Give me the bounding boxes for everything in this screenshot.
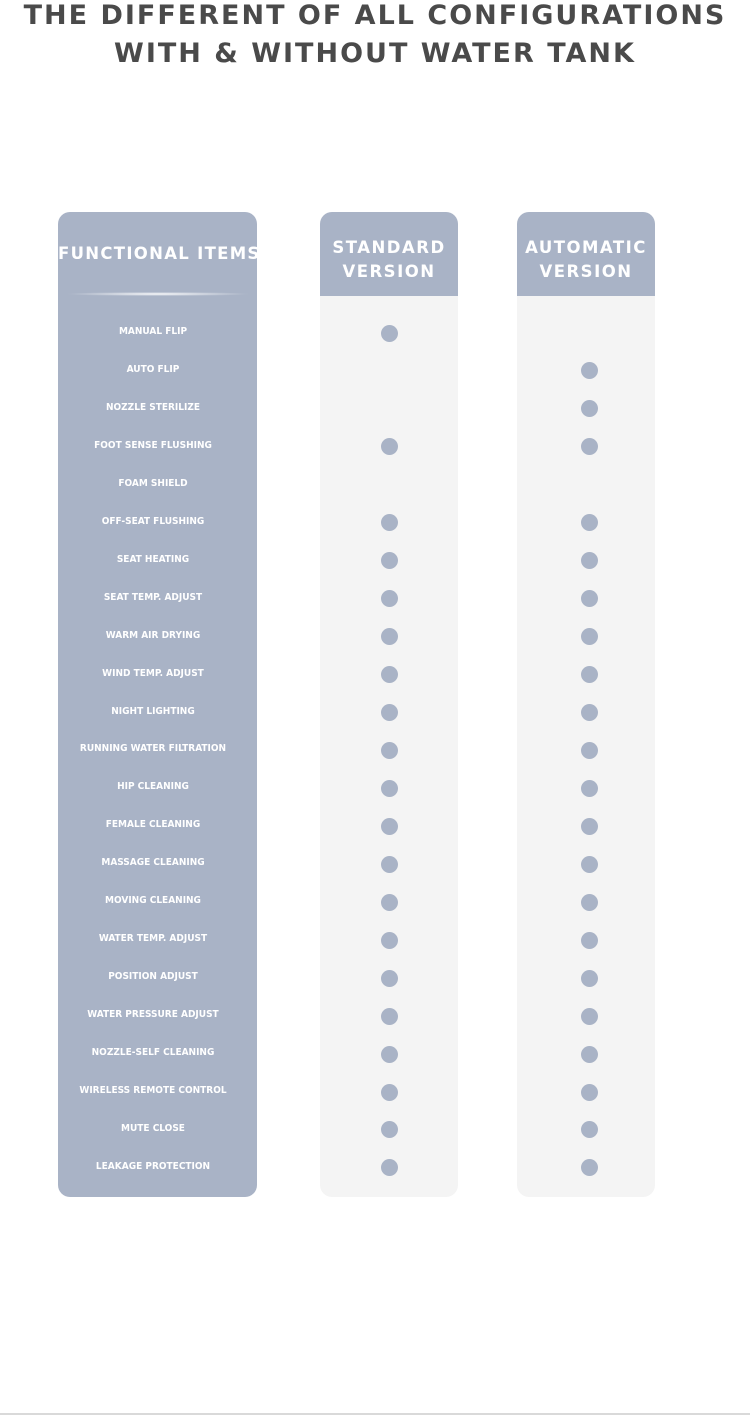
automatic-feature-dot <box>581 1046 598 1063</box>
automatic-version-header <box>517 212 655 296</box>
standard-feature-dot <box>381 704 398 721</box>
automatic-version-title-line-2: VERSION <box>539 262 633 281</box>
automatic-version-column <box>517 212 655 1197</box>
standard-feature-dot <box>381 894 398 911</box>
standard-version-title-line-1: STANDARD <box>332 238 446 257</box>
standard-feature-dot <box>381 970 398 987</box>
feature-label: MANUAL FLIP <box>118 326 188 337</box>
feature-label: AUTO FLIP <box>126 363 180 375</box>
automatic-feature-dot <box>581 666 598 683</box>
feature-label: WIND TEMP. ADJUST <box>102 667 204 679</box>
automatic-feature-dot <box>581 400 598 417</box>
standard-version-column <box>320 212 458 1197</box>
feature-label: SEAT TEMP. ADJUST <box>103 591 203 603</box>
standard-feature-dot <box>381 856 398 873</box>
standard-feature-dot <box>381 438 398 455</box>
standard-feature-dot <box>381 1046 398 1063</box>
standard-feature-dot <box>381 590 398 607</box>
feature-label: MOVING CLEANING <box>105 895 201 907</box>
feature-label: HIP CLEANING <box>117 781 189 793</box>
automatic-feature-dot <box>581 1121 598 1138</box>
standard-feature-dot <box>381 780 398 797</box>
feature-label: OFF-SEAT FLUSHING <box>101 515 205 527</box>
automatic-feature-dot <box>581 362 598 379</box>
automatic-feature-dot <box>581 438 598 455</box>
standard-feature-dot <box>381 818 398 835</box>
header-glow-divider <box>68 292 248 296</box>
feature-label: NOZZLE-SELF CLEANING <box>91 1047 215 1059</box>
feature-label: FOOT SENSE FLUSHING <box>94 439 212 451</box>
automatic-feature-dot <box>581 552 598 569</box>
standard-version-title-line-2: VERSION <box>342 262 436 281</box>
standard-feature-dot <box>381 1121 398 1138</box>
standard-version-title <box>320 236 458 284</box>
feature-label: POSITION ADJUST <box>108 971 198 983</box>
automatic-feature-dot <box>581 970 598 987</box>
automatic-feature-dot <box>581 628 598 645</box>
automatic-feature-dot <box>581 742 598 759</box>
feature-label: MUTE CLOSE <box>121 1122 185 1134</box>
standard-feature-dot <box>381 1084 398 1101</box>
feature-label: WATER PRESSURE ADJUST <box>87 1009 219 1021</box>
standard-feature-dot <box>381 514 398 531</box>
feature-label: WARM AIR DRYING <box>105 629 201 641</box>
feature-label: FOAM SHIELD <box>118 477 188 489</box>
page-title-line-2: WITH & WITHOUT WATER TANK <box>114 38 636 69</box>
automatic-feature-dot <box>581 894 598 911</box>
standard-feature-dot <box>381 325 398 342</box>
feature-label: FEMALE CLEANING <box>105 819 201 831</box>
automatic-feature-dot <box>581 780 598 797</box>
page-title <box>0 0 750 73</box>
feature-label: WIRELESS REMOTE CONTROL <box>79 1085 227 1096</box>
feature-label: SEAT HEATING <box>116 553 190 565</box>
standard-version-header <box>320 212 458 296</box>
feature-label: RUNNING WATER FILTRATION <box>79 743 227 755</box>
automatic-version-title <box>517 236 655 284</box>
feature-label: NOZZLE STERILIZE <box>105 401 201 413</box>
feature-label: WATER TEMP. ADJUST <box>98 933 208 945</box>
automatic-feature-dot <box>581 932 598 949</box>
functional-items-column <box>58 212 261 1197</box>
automatic-feature-dot <box>581 856 598 873</box>
automatic-feature-dot <box>581 1084 598 1101</box>
standard-feature-dot <box>381 628 398 645</box>
feature-label: NIGHT LIGHTING <box>111 705 195 717</box>
page-title-line-1: THE DIFFERENT OF ALL CONFIGURATIONS <box>23 0 727 31</box>
automatic-feature-dot <box>581 1008 598 1025</box>
automatic-feature-dot <box>581 590 598 607</box>
automatic-version-title-line-1: AUTOMATIC <box>525 238 647 257</box>
standard-feature-dot <box>381 1159 398 1176</box>
automatic-feature-dot <box>581 818 598 835</box>
standard-feature-dot <box>381 1008 398 1025</box>
functional-items-header: FUNCTIONAL ITEMS <box>58 244 261 263</box>
feature-label: LEAKAGE PROTECTION <box>95 1160 211 1172</box>
standard-feature-dot <box>381 932 398 949</box>
standard-feature-dot <box>381 742 398 759</box>
feature-label: MASSAGE CLEANING <box>101 857 205 869</box>
standard-feature-dot <box>381 552 398 569</box>
automatic-feature-dot <box>581 704 598 721</box>
automatic-feature-dot <box>581 1159 598 1176</box>
automatic-feature-dot <box>581 514 598 531</box>
standard-feature-dot <box>381 666 398 683</box>
